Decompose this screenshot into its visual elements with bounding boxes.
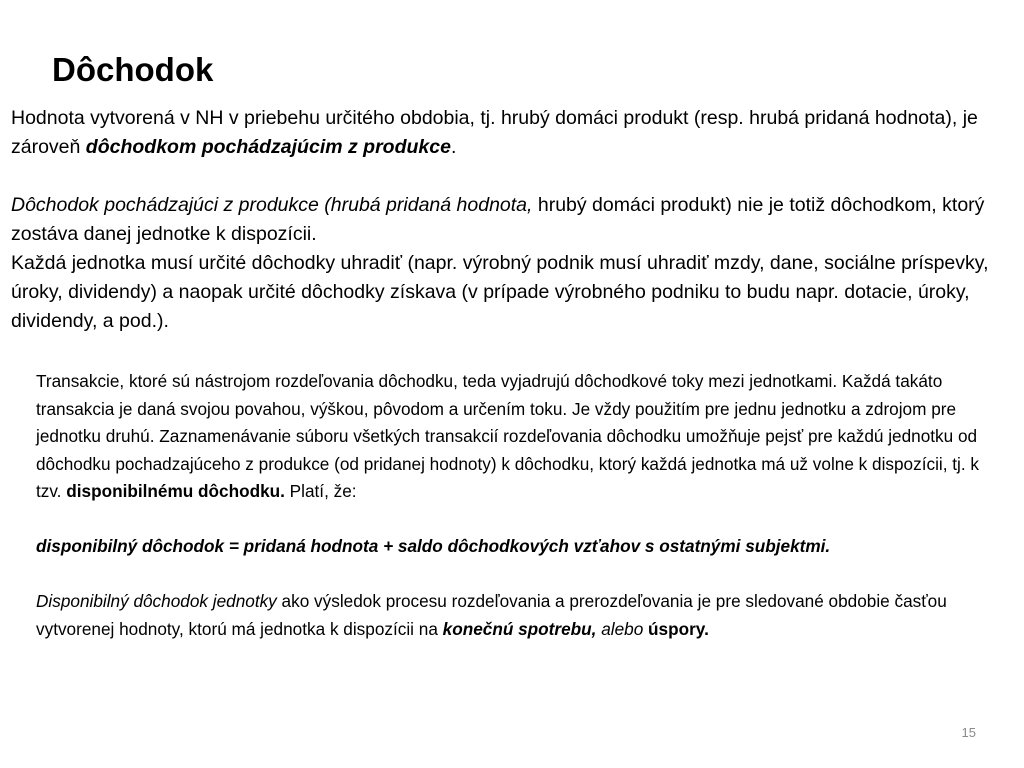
paragraph-transactions <box>36 368 986 506</box>
transactions-end: Platí, že: <box>284 481 357 501</box>
or-italic: alebo <box>601 618 644 639</box>
definition-text: Hodnota vytvorená v NH v priebehu určitého obdobia, tj. hrubý domáci produkt (resp. hrubá pridaná hodnota), je zároveň <box>11 107 978 158</box>
consumption-emphasis: konečnú spotrebu, <box>442 618 597 639</box>
paragraph-definition <box>11 104 1016 162</box>
main-text-block <box>11 104 1016 336</box>
income-origin-text: hrubý domáci produkt) nie je totiž dôchodkom, ktorý zostáva danej jednotke k dispozícii. <box>11 194 985 245</box>
disposable-italic: Disponibilný dôchodok jednotky <box>36 591 277 611</box>
disposable-text: ako výsledok procesu rozdeľovania a prerozdeľovania je pre sledované obdobie časťou vytvorenej hodnoty, ktorú má jednotka k dispozícii na <box>36 591 947 639</box>
page-title: Dôchodok <box>52 51 214 88</box>
savings-bold: úspory. <box>648 618 709 639</box>
transactions-text: Transakcie, ktoré sú nástrojom rozdeľovania dôchodku, teda vyjadrujú dôchodkové toky mezi jednotkami. Každá takáto transakcia je daná svojou povahou, výškou, pôvodom a určením toku. Je vždy použitím pre jednu jednotku a zdrojom pre jednotku druhú. Zaznamenávanie súboru všetkých transakcií rozdeľovania dôchodku umožňuje pejsť pre každú jednotku od dôchodku pochadzajúceho z produkce (od pridanej hodnoty) k dôchodku, ktorý každá jednotka má už volne k dispozícii, tj. k tzv. <box>36 371 980 501</box>
paragraph-income-origin <box>11 191 1016 249</box>
secondary-text-block <box>36 368 986 643</box>
page-number: 15 <box>961 725 976 740</box>
paragraph-obligations: Každá jednotka musí určité dôchodky uhradiť (napr. výrobný podnik musí uhradiť mzdy, dane, sociálne príspevky, úroky, dividendy) a naopak určité dôchodky získava (v prípade výrobného podniku to budu napr. dotacie, úroky, dividendy, a pod.). <box>11 252 989 332</box>
income-origin-italic: Dôchodok pochádzajúci z produkce (hrubá pridaná hodnota, <box>11 194 533 216</box>
formula: disponibilný dôchodok = pridaná hodnota + saldo dôchodkových vzťahov s ostatnými subjektmi. <box>36 536 831 556</box>
definition-end: . <box>450 136 457 158</box>
paragraph-disposable-income <box>36 588 986 643</box>
definition-emphasis: dôchodkom pochádzajúcim z produkce <box>85 136 451 158</box>
transactions-bold: disponibilnému dôchodku. <box>66 481 285 501</box>
